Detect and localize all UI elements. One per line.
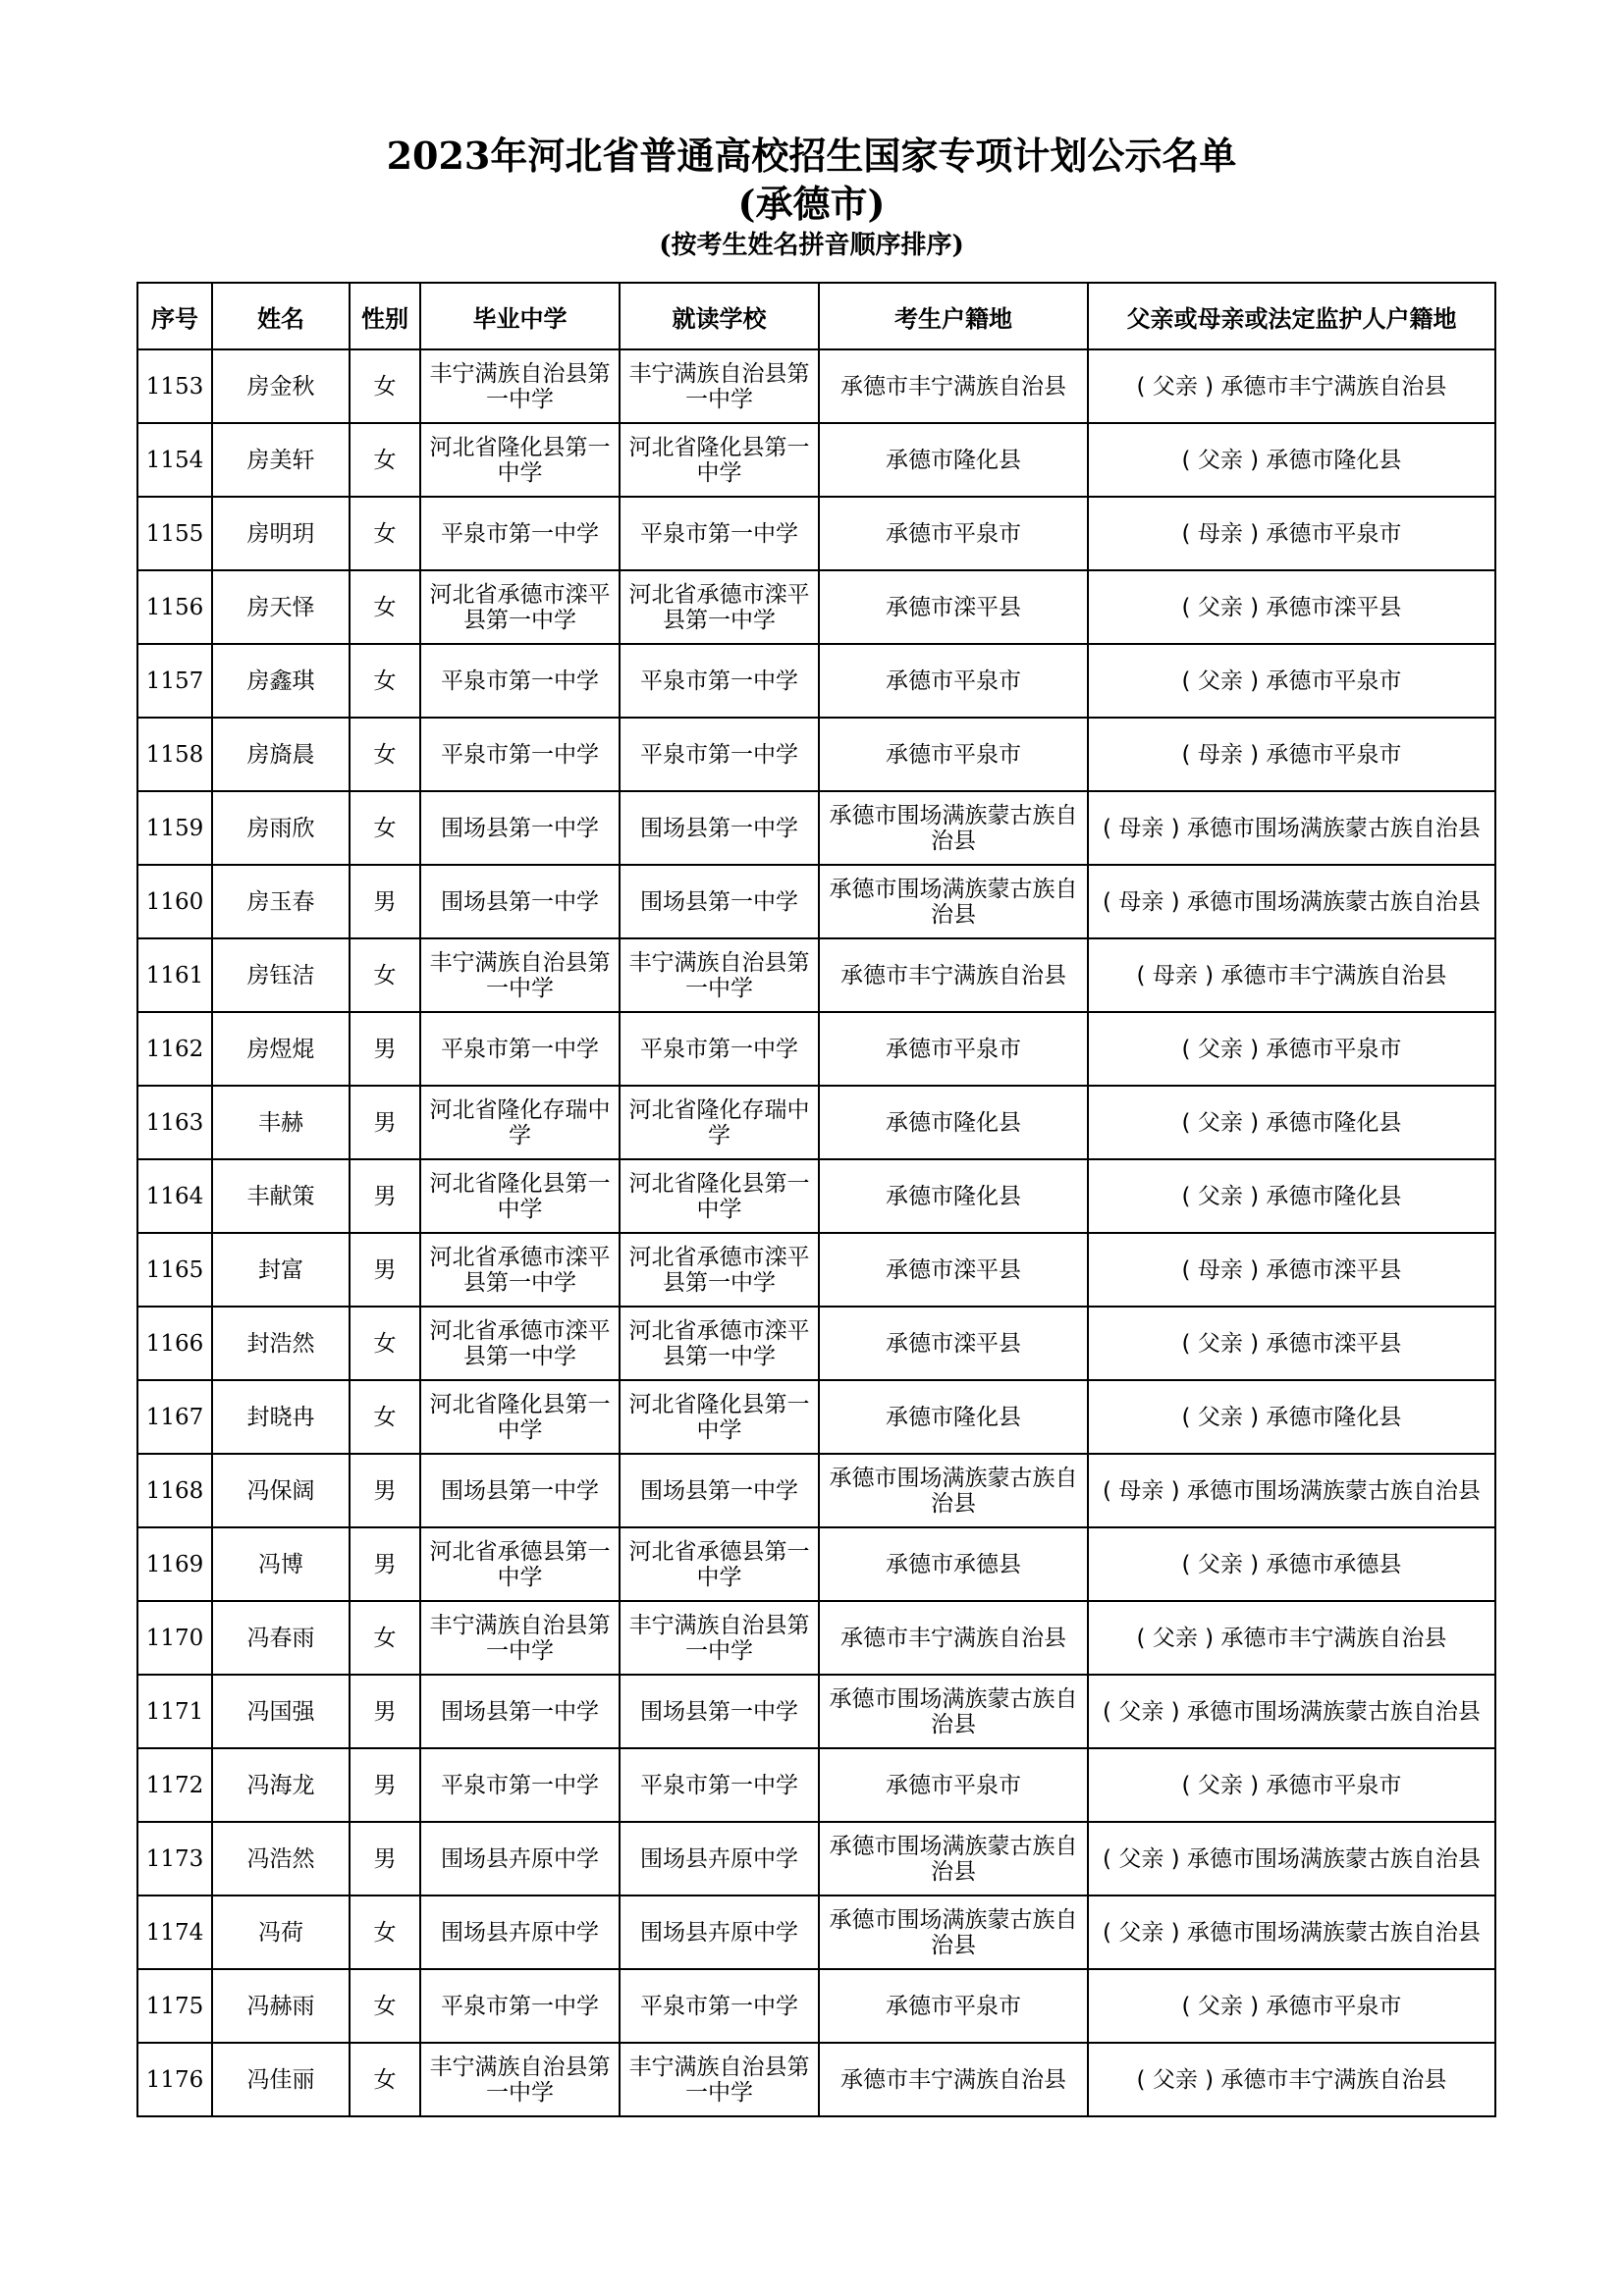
cell-guardian-registration: ( 父亲 ) 承德市平泉市 (1088, 1012, 1495, 1086)
header-current-school: 就读学校 (620, 283, 819, 349)
cell-household-registration: 承德市围场满族蒙古族自治县 (819, 791, 1088, 865)
cell-gender: 女 (350, 570, 420, 644)
cell-current-school: 围场县第一中学 (620, 791, 819, 865)
cell-serial: 1174 (137, 1896, 212, 1969)
cell-household-registration: 承德市平泉市 (819, 497, 1088, 570)
cell-household-registration: 承德市隆化县 (819, 1159, 1088, 1233)
cell-name: 冯春雨 (212, 1601, 350, 1675)
table-row (137, 1159, 1495, 1233)
cell-household-registration: 承德市隆化县 (819, 423, 1088, 497)
cell-current-school: 平泉市第一中学 (620, 644, 819, 718)
cell-graduation-school: 河北省承德市滦平县第一中学 (420, 1233, 620, 1307)
cell-guardian-registration: ( 父亲 ) 承德市隆化县 (1088, 1380, 1495, 1454)
cell-guardian-registration: ( 父亲 ) 承德市滦平县 (1088, 570, 1495, 644)
cell-guardian-registration: ( 母亲 ) 承德市滦平县 (1088, 1233, 1495, 1307)
header-graduation-school: 毕业中学 (420, 283, 620, 349)
cell-gender: 男 (350, 1748, 420, 1822)
cell-current-school: 河北省隆化县第一中学 (620, 423, 819, 497)
cell-guardian-registration: ( 父亲 ) 承德市滦平县 (1088, 1307, 1495, 1380)
table-row (137, 1896, 1495, 1969)
cell-serial: 1169 (137, 1527, 212, 1601)
cell-household-registration: 承德市围场满族蒙古族自治县 (819, 1896, 1088, 1969)
cell-serial: 1155 (137, 497, 212, 570)
table-row (137, 1380, 1495, 1454)
cell-serial: 1170 (137, 1601, 212, 1675)
cell-current-school: 河北省隆化县第一中学 (620, 1380, 819, 1454)
cell-gender: 女 (350, 644, 420, 718)
table-row (137, 1086, 1495, 1159)
cell-household-registration: 承德市滦平县 (819, 1307, 1088, 1380)
cell-guardian-registration: ( 父亲 ) 承德市隆化县 (1088, 423, 1495, 497)
cell-gender: 女 (350, 1969, 420, 2043)
cell-graduation-school: 河北省隆化县第一中学 (420, 1380, 620, 1454)
table-row (137, 865, 1495, 938)
table-row (137, 1527, 1495, 1601)
cell-gender: 女 (350, 497, 420, 570)
cell-guardian-registration: ( 父亲 ) 承德市平泉市 (1088, 1969, 1495, 2043)
cell-graduation-school: 平泉市第一中学 (420, 718, 620, 791)
cell-graduation-school: 河北省隆化县第一中学 (420, 1159, 620, 1233)
cell-name: 房玉春 (212, 865, 350, 938)
cell-graduation-school: 平泉市第一中学 (420, 1969, 620, 2043)
table-row (137, 1601, 1495, 1675)
cell-gender: 女 (350, 791, 420, 865)
cell-serial: 1158 (137, 718, 212, 791)
cell-graduation-school: 丰宁满族自治县第一中学 (420, 349, 620, 423)
header-name: 姓名 (212, 283, 350, 349)
cell-gender: 女 (350, 423, 420, 497)
cell-current-school: 丰宁满族自治县第一中学 (620, 349, 819, 423)
cell-guardian-registration: ( 父亲 ) 承德市丰宁满族自治县 (1088, 2043, 1495, 2116)
cell-household-registration: 承德市平泉市 (819, 718, 1088, 791)
cell-household-registration: 承德市丰宁满族自治县 (819, 938, 1088, 1012)
cell-guardian-registration: ( 母亲 ) 承德市平泉市 (1088, 718, 1495, 791)
cell-name: 房旖晨 (212, 718, 350, 791)
table-row (137, 1969, 1495, 2043)
cell-current-school: 河北省隆化县第一中学 (620, 1159, 819, 1233)
cell-household-registration: 承德市滦平县 (819, 570, 1088, 644)
cell-current-school: 围场县第一中学 (620, 865, 819, 938)
cell-serial: 1171 (137, 1675, 212, 1748)
cell-current-school: 平泉市第一中学 (620, 1748, 819, 1822)
cell-gender: 男 (350, 1012, 420, 1086)
cell-guardian-registration: ( 母亲 ) 承德市丰宁满族自治县 (1088, 938, 1495, 1012)
cell-name: 冯博 (212, 1527, 350, 1601)
cell-name: 封晓冉 (212, 1380, 350, 1454)
cell-guardian-registration: ( 母亲 ) 承德市围场满族蒙古族自治县 (1088, 865, 1495, 938)
header-gender: 性别 (350, 283, 420, 349)
cell-household-registration: 承德市平泉市 (819, 644, 1088, 718)
table-row (137, 1307, 1495, 1380)
cell-name: 房雨欣 (212, 791, 350, 865)
cell-serial: 1154 (137, 423, 212, 497)
cell-current-school: 丰宁满族自治县第一中学 (620, 1601, 819, 1675)
cell-guardian-registration: ( 父亲 ) 承德市平泉市 (1088, 1748, 1495, 1822)
cell-graduation-school: 平泉市第一中学 (420, 1748, 620, 1822)
cell-name: 冯赫雨 (212, 1969, 350, 2043)
cell-current-school: 围场县卉原中学 (620, 1822, 819, 1896)
cell-guardian-registration: ( 父亲 ) 承德市平泉市 (1088, 644, 1495, 718)
cell-gender: 男 (350, 1086, 420, 1159)
cell-gender: 女 (350, 718, 420, 791)
cell-serial: 1157 (137, 644, 212, 718)
cell-name: 房美轩 (212, 423, 350, 497)
cell-serial: 1167 (137, 1380, 212, 1454)
cell-name: 房煜焜 (212, 1012, 350, 1086)
cell-household-registration: 承德市丰宁满族自治县 (819, 349, 1088, 423)
cell-guardian-registration: ( 父亲 ) 承德市围场满族蒙古族自治县 (1088, 1822, 1495, 1896)
cell-name: 冯浩然 (212, 1822, 350, 1896)
cell-guardian-registration: ( 父亲 ) 承德市丰宁满族自治县 (1088, 349, 1495, 423)
cell-graduation-school: 围场县第一中学 (420, 791, 620, 865)
cell-serial: 1161 (137, 938, 212, 1012)
cell-graduation-school: 平泉市第一中学 (420, 644, 620, 718)
cell-current-school: 平泉市第一中学 (620, 718, 819, 791)
cell-guardian-registration: ( 父亲 ) 承德市围场满族蒙古族自治县 (1088, 1896, 1495, 1969)
table-row (137, 1233, 1495, 1307)
cell-name: 冯国强 (212, 1675, 350, 1748)
cell-household-registration: 承德市滦平县 (819, 1233, 1088, 1307)
cell-gender: 女 (350, 1896, 420, 1969)
cell-name: 房钰洁 (212, 938, 350, 1012)
cell-guardian-registration: ( 父亲 ) 承德市隆化县 (1088, 1159, 1495, 1233)
table-row (137, 938, 1495, 1012)
cell-graduation-school: 围场县第一中学 (420, 1454, 620, 1527)
header-serial: 序号 (137, 283, 212, 349)
cell-household-registration: 承德市丰宁满族自治县 (819, 1601, 1088, 1675)
sort-note: (按考生姓名拼音顺序排序) (659, 231, 964, 260)
cell-guardian-registration: ( 父亲 ) 承德市隆化县 (1088, 1086, 1495, 1159)
table-row (137, 349, 1495, 423)
table-header-row (137, 283, 1495, 349)
cell-serial: 1165 (137, 1233, 212, 1307)
cell-name: 封富 (212, 1233, 350, 1307)
cell-gender: 男 (350, 1527, 420, 1601)
cell-gender: 男 (350, 1159, 420, 1233)
cell-guardian-registration: ( 父亲 ) 承德市围场满族蒙古族自治县 (1088, 1675, 1495, 1748)
cell-serial: 1166 (137, 1307, 212, 1380)
cell-gender: 男 (350, 1675, 420, 1748)
cell-graduation-school: 河北省隆化存瑞中学 (420, 1086, 620, 1159)
cell-serial: 1162 (137, 1012, 212, 1086)
cell-household-registration: 承德市隆化县 (819, 1086, 1088, 1159)
cell-gender: 女 (350, 2043, 420, 2116)
cell-graduation-school: 围场县卉原中学 (420, 1896, 620, 1969)
cell-name: 房金秋 (212, 349, 350, 423)
cell-serial: 1159 (137, 791, 212, 865)
cell-serial: 1176 (137, 2043, 212, 2116)
cell-graduation-school: 丰宁满族自治县第一中学 (420, 1601, 620, 1675)
cell-name: 冯保阔 (212, 1454, 350, 1527)
cell-graduation-school: 丰宁满族自治县第一中学 (420, 938, 620, 1012)
cell-serial: 1156 (137, 570, 212, 644)
header-guardian-registration: 父亲或母亲或法定监护人户籍地 (1088, 283, 1495, 349)
cell-current-school: 丰宁满族自治县第一中学 (620, 938, 819, 1012)
cell-household-registration: 承德市丰宁满族自治县 (819, 2043, 1088, 2116)
cell-serial: 1168 (137, 1454, 212, 1527)
cell-graduation-school: 平泉市第一中学 (420, 497, 620, 570)
cell-gender: 女 (350, 1601, 420, 1675)
cell-household-registration: 承德市平泉市 (819, 1012, 1088, 1086)
cell-current-school: 河北省承德市滦平县第一中学 (620, 1307, 819, 1380)
cell-graduation-school: 河北省隆化县第一中学 (420, 423, 620, 497)
cell-graduation-school: 围场县第一中学 (420, 865, 620, 938)
cell-gender: 男 (350, 1233, 420, 1307)
cell-current-school: 围场县卉原中学 (620, 1896, 819, 1969)
cell-gender: 女 (350, 349, 420, 423)
cell-name: 房明玥 (212, 497, 350, 570)
cell-guardian-registration: ( 父亲 ) 承德市承德县 (1088, 1527, 1495, 1601)
cell-current-school: 河北省承德市滦平县第一中学 (620, 570, 819, 644)
table-row (137, 644, 1495, 718)
cell-graduation-school: 河北省承德市滦平县第一中学 (420, 1307, 620, 1380)
cell-household-registration: 承德市围场满族蒙古族自治县 (819, 1822, 1088, 1896)
table-row (137, 1748, 1495, 1822)
table-row (137, 1822, 1495, 1896)
cell-serial: 1163 (137, 1086, 212, 1159)
cell-current-school: 河北省承德县第一中学 (620, 1527, 819, 1601)
cell-name: 冯海龙 (212, 1748, 350, 1822)
cell-gender: 男 (350, 865, 420, 938)
cell-serial: 1164 (137, 1159, 212, 1233)
cell-current-school: 围场县第一中学 (620, 1675, 819, 1748)
cell-current-school: 河北省承德市滦平县第一中学 (620, 1233, 819, 1307)
table-row (137, 2043, 1495, 2116)
roster-body (137, 349, 1495, 2116)
cell-current-school: 丰宁满族自治县第一中学 (620, 2043, 819, 2116)
cell-current-school: 平泉市第一中学 (620, 497, 819, 570)
cell-name: 房鑫琪 (212, 644, 350, 718)
cell-name: 冯荷 (212, 1896, 350, 1969)
cell-gender: 男 (350, 1822, 420, 1896)
cell-gender: 女 (350, 1380, 420, 1454)
cell-household-registration: 承德市平泉市 (819, 1969, 1088, 2043)
table-row (137, 1675, 1495, 1748)
cell-guardian-registration: ( 母亲 ) 承德市平泉市 (1088, 497, 1495, 570)
cell-household-registration: 承德市承德县 (819, 1527, 1088, 1601)
cell-serial: 1173 (137, 1822, 212, 1896)
cell-serial: 1153 (137, 349, 212, 423)
cell-serial: 1172 (137, 1748, 212, 1822)
cell-current-school: 围场县第一中学 (620, 1454, 819, 1527)
header-household-registration: 考生户籍地 (819, 283, 1088, 349)
table-row (137, 1454, 1495, 1527)
cell-gender: 女 (350, 938, 420, 1012)
table-row (137, 423, 1495, 497)
roster-table (136, 282, 1496, 2117)
cell-graduation-school: 围场县第一中学 (420, 1675, 620, 1748)
cell-graduation-school: 围场县卉原中学 (420, 1822, 620, 1896)
cell-household-registration: 承德市围场满族蒙古族自治县 (819, 1454, 1088, 1527)
cell-gender: 男 (350, 1454, 420, 1527)
cell-serial: 1160 (137, 865, 212, 938)
cell-guardian-registration: ( 父亲 ) 承德市丰宁满族自治县 (1088, 1601, 1495, 1675)
cell-graduation-school: 河北省承德县第一中学 (420, 1527, 620, 1601)
cell-graduation-school: 丰宁满族自治县第一中学 (420, 2043, 620, 2116)
table-row (137, 497, 1495, 570)
cell-current-school: 河北省隆化存瑞中学 (620, 1086, 819, 1159)
table-row (137, 1012, 1495, 1086)
table-row (137, 718, 1495, 791)
cell-current-school: 平泉市第一中学 (620, 1012, 819, 1086)
cell-guardian-registration: ( 母亲 ) 承德市围场满族蒙古族自治县 (1088, 1454, 1495, 1527)
cell-name: 房天怿 (212, 570, 350, 644)
cell-name: 封浩然 (212, 1307, 350, 1380)
cell-serial: 1175 (137, 1969, 212, 2043)
cell-household-registration: 承德市围场满族蒙古族自治县 (819, 865, 1088, 938)
cell-name: 丰赫 (212, 1086, 350, 1159)
page-subtitle: (承德市) (737, 182, 886, 226)
cell-graduation-school: 平泉市第一中学 (420, 1012, 620, 1086)
cell-household-registration: 承德市围场满族蒙古族自治县 (819, 1675, 1088, 1748)
table-row (137, 570, 1495, 644)
page-title: 2023年河北省普通高校招生国家专项计划公示名单 (386, 133, 1237, 178)
cell-household-registration: 承德市平泉市 (819, 1748, 1088, 1822)
cell-gender: 女 (350, 1307, 420, 1380)
cell-name: 冯佳丽 (212, 2043, 350, 2116)
cell-name: 丰献策 (212, 1159, 350, 1233)
cell-graduation-school: 河北省承德市滦平县第一中学 (420, 570, 620, 644)
cell-guardian-registration: ( 母亲 ) 承德市围场满族蒙古族自治县 (1088, 791, 1495, 865)
table-row (137, 791, 1495, 865)
cell-current-school: 平泉市第一中学 (620, 1969, 819, 2043)
cell-household-registration: 承德市隆化县 (819, 1380, 1088, 1454)
